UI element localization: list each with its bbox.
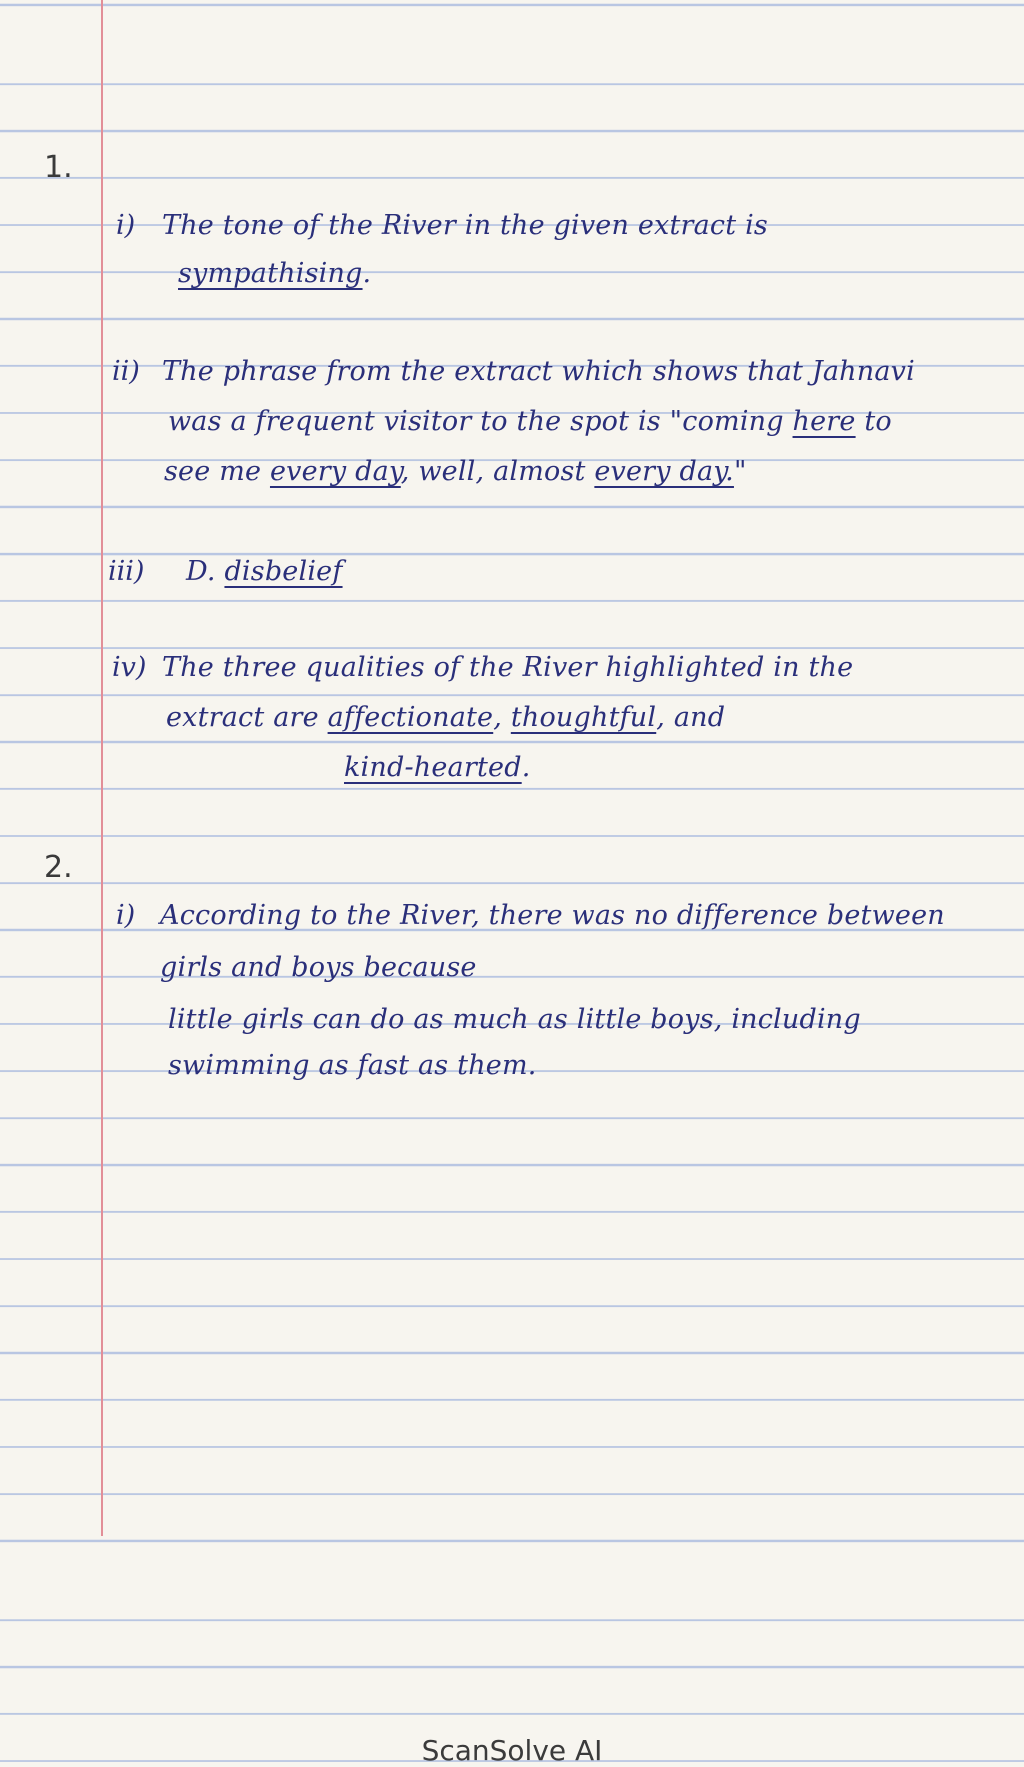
- q1-part-iv-quality-3: kind-hearted: [344, 752, 522, 783]
- q1-part-i-answer: sympathising: [178, 258, 363, 289]
- q1-part-ii-line-2: [168, 406, 892, 437]
- question-1-number: 1.: [44, 150, 73, 185]
- q2-part-i-marker: i): [116, 900, 136, 931]
- q2-part-i-line-1: According to the River, there was no difference between: [160, 900, 945, 931]
- q1-part-i-marker: i): [116, 210, 136, 241]
- q1-part-iii-marker: iii): [108, 556, 145, 587]
- q1-part-ii-every-day-1: every day: [269, 456, 401, 487]
- q1-part-iv-sep-2: , and: [656, 702, 726, 733]
- q1-part-ii-line-2-post: to: [855, 406, 892, 437]
- q1-part-iii-option: D.: [186, 556, 225, 587]
- q1-part-ii-line-2-pre: was a frequent visitor to the spot is "coming: [168, 406, 793, 437]
- q1-part-iv-line-2-pre: extract are: [166, 702, 328, 733]
- q1-part-iv-tail: .: [521, 752, 531, 783]
- q1-part-i-line-1: The tone of the River in the given extract is: [162, 210, 768, 241]
- q1-part-iv-sep-1: ,: [493, 702, 511, 733]
- q1-part-iv-marker: iv): [112, 652, 147, 683]
- q1-part-iv-line-1: The three qualities of the River highlighted in the: [162, 652, 854, 683]
- q1-part-ii-line-3-pre: see me: [164, 456, 270, 487]
- q1-part-ii-here: here: [792, 406, 856, 437]
- q1-part-iv-line-2: [166, 702, 725, 733]
- q2-part-i-line-4: swimming as fast as them.: [168, 1050, 537, 1081]
- q1-part-iii-answer: disbelief: [224, 556, 343, 587]
- q1-part-ii-line-3-post: ": [733, 456, 747, 487]
- q1-part-iv-line-3: [344, 752, 530, 783]
- q1-part-ii-line-3-mid: , well, almost: [400, 456, 595, 487]
- q2-part-i-line-2: girls and boys because: [160, 952, 477, 983]
- q1-part-ii-marker: ii): [112, 356, 140, 387]
- q1-part-iv-quality-1: affectionate: [327, 702, 494, 733]
- red-margin-line: [101, 0, 103, 1536]
- q1-part-i-answer-tail: .: [362, 258, 372, 289]
- q1-part-ii-every-day-2: every day.: [594, 456, 734, 487]
- q1-part-ii-line-1: The phrase from the extract which shows that Jahnavi: [162, 356, 915, 387]
- q2-part-i-line-3: little girls can do as much as little boys, including: [168, 1004, 861, 1035]
- q1-part-iv-quality-2: thoughtful: [510, 702, 657, 733]
- q1-part-iii-line: [186, 556, 343, 587]
- q1-part-i-answer-line: [178, 258, 371, 289]
- scansolve-brand-text: ScanSolve AI: [421, 1734, 603, 1767]
- q1-part-ii-line-3: [164, 456, 747, 487]
- question-2-number: 2.: [44, 850, 73, 885]
